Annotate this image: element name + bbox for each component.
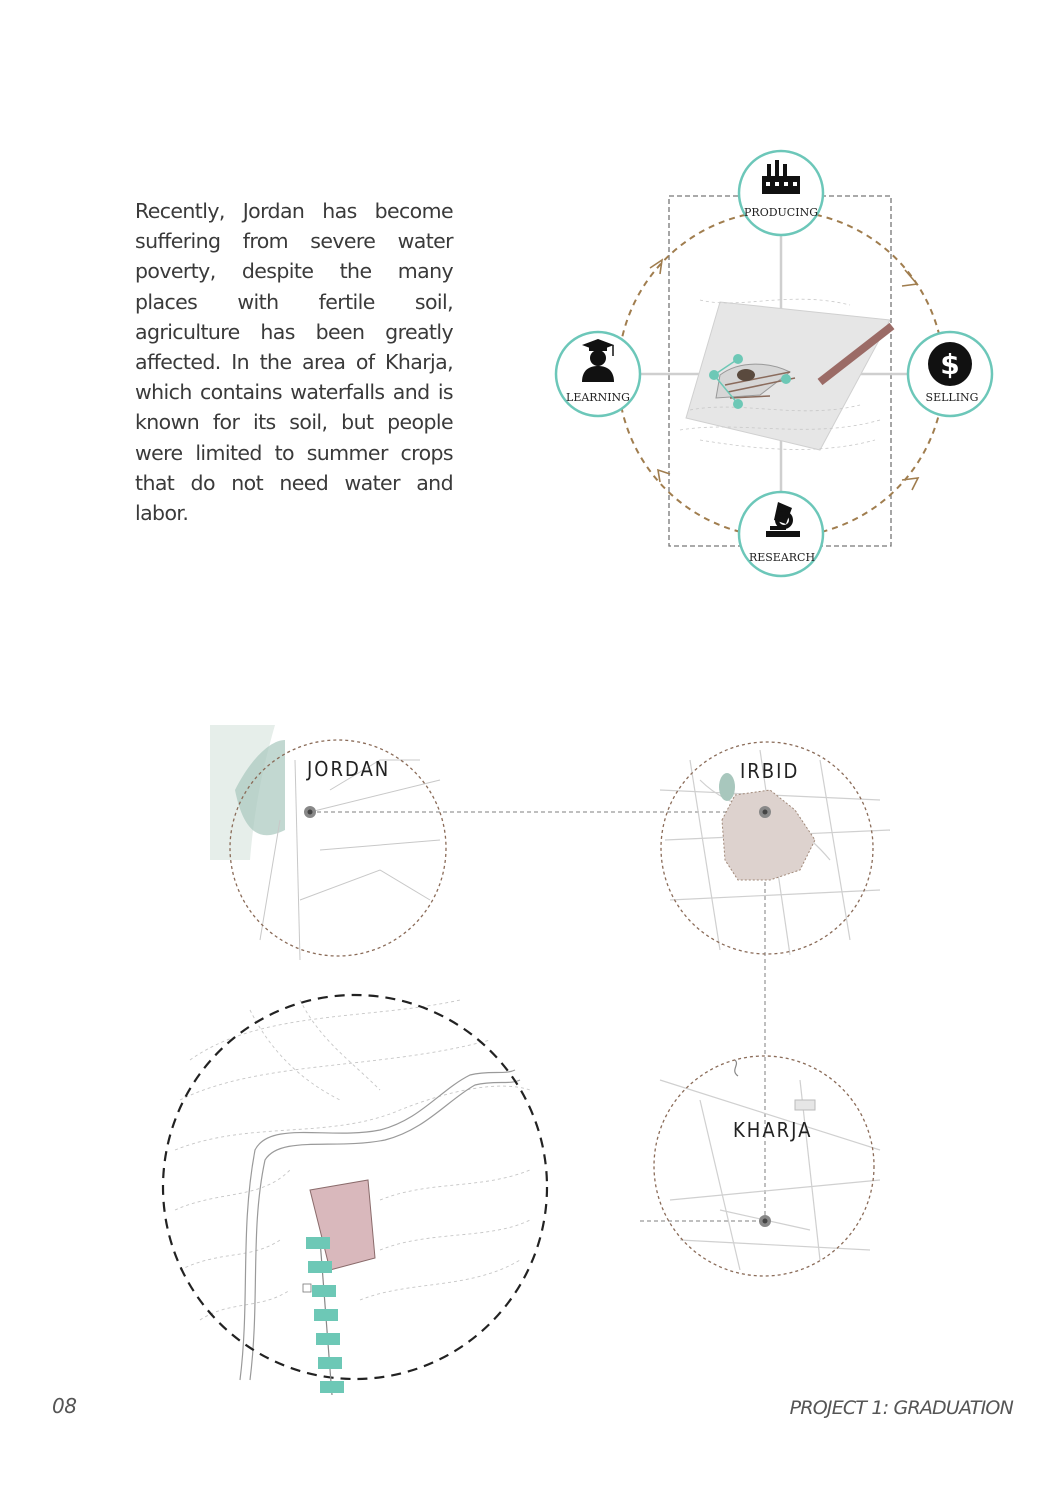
node-label-learning: LEARNING <box>566 391 630 404</box>
irbid-region <box>722 790 815 880</box>
svg-text:$: $ <box>940 348 960 381</box>
node-selling <box>908 332 992 416</box>
site-plan <box>680 299 892 450</box>
road <box>250 1080 520 1380</box>
building-block <box>320 1381 344 1393</box>
node-label-research: RESEARCH <box>748 551 816 564</box>
cycle-arrow <box>902 478 918 490</box>
building-block <box>312 1285 336 1297</box>
cycle-arrow <box>658 470 670 482</box>
site-plot <box>310 1180 375 1270</box>
node-dot <box>781 374 791 384</box>
page-number: 08 <box>52 1394 77 1418</box>
cycle-arrow <box>650 260 662 274</box>
building-block <box>314 1309 338 1321</box>
footer-title: PROJECT 1: GRADUATION <box>789 1397 1013 1419</box>
building-block <box>306 1237 330 1249</box>
map-kharja <box>654 1056 880 1276</box>
map-label-irbid: IRBID <box>740 759 800 783</box>
map-label-jordan: JORDAN <box>307 757 391 781</box>
map-irbid <box>660 742 890 955</box>
road <box>240 1070 515 1380</box>
cycle-diagram <box>556 151 992 576</box>
site-map <box>163 995 547 1395</box>
node-research <box>739 492 823 576</box>
node-label-producing: PRODUCING <box>744 206 818 219</box>
dollar-icon <box>928 342 972 386</box>
building-block <box>316 1333 340 1345</box>
intro-paragraph: Recently, Jordan has become suffering from severe water poverty, despite the many places with fertile soil, agriculture has been greatly affected. In the area of Kharja, which contains waterfalls and is known for its soil, but people were limited to summer crops that do not need water and labor. <box>135 199 453 526</box>
node-producing <box>739 151 823 235</box>
building-block <box>308 1261 332 1273</box>
node-label-selling: SELLING <box>925 391 979 404</box>
map-jordan <box>210 725 446 960</box>
building-block <box>318 1357 342 1369</box>
map-label-kharja: KHARJA <box>733 1118 813 1142</box>
node-learning <box>556 332 640 416</box>
lake <box>719 773 735 801</box>
